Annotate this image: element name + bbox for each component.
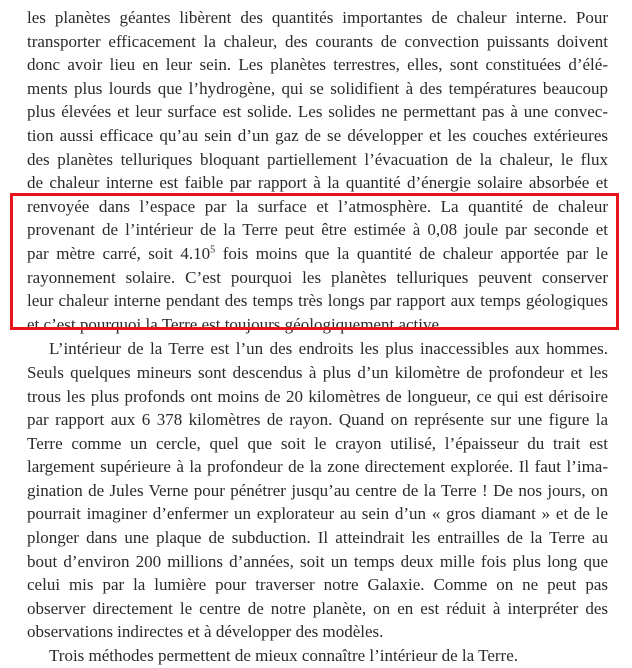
text-line: provenant de l’intérieur de la Terre peut être estimée à 0,08 joule par seconde et [27, 220, 608, 240]
paragraph-3 [27, 644, 608, 668]
text-line: bout d’environ 200 millions d’années, soit un temps deux mille fois plus long que [27, 551, 608, 571]
text-line: rayonnement solaire. C’est pourquoi les planètes telluriques peuvent conserver [27, 267, 608, 287]
text-before-exponent: par mètre carré, soit 4.10 [27, 243, 211, 263]
text-line: et c’est pourquoi la Terre est toujours géologiquement active. [27, 314, 444, 334]
text-line: pourrait imaginer d’enfermer un explorateur au sein d’un « gros diamant » et de le [27, 504, 608, 524]
text-line: Terre comme un cercle, quel que soit le crayon utilisé, l’épaisseur du trait est [27, 433, 608, 453]
text-line: les planètes géantes libèrent des quantités importantes de chaleur interne. Pour [27, 8, 608, 27]
text-line: de chaleur interne est faible par rapport à la quantité d’énergie solaire absorbée et [27, 173, 608, 193]
text-line: ments plus lourds que l’hydrogène, qui se solidifient à des températures beaucoup [27, 78, 608, 98]
text-line: des planètes telluriques bloquant partiellement l’évacuation de la chaleur, le flux [27, 149, 608, 169]
text-line: tion aussi efficace qu’au sein d’un gaz de se développer et les couches extérieures [27, 125, 608, 145]
text-after-exponent: fois moins que la quantité de chaleur apportée par le [215, 243, 608, 263]
document-page [27, 6, 608, 668]
text-line: celui mis par la lumière pour traverser notre Galaxie. Comme on ne peut pas [27, 575, 608, 595]
text-line: trous les plus profonds ont moins de 20 kilomètres de longueur, ce qui est dérisoire [27, 386, 608, 406]
text-line: Seuls quelques mineurs sont descendus à plus d’un kilomètre de profondeur et les [27, 362, 608, 382]
paragraph-2 [27, 337, 608, 644]
text-line: L’intérieur de la Terre est l’un des endroits les plus inaccessibles aux hommes. [49, 339, 608, 359]
text-line: leur chaleur interne pendant des temps très longs par rapport aux temps géologiques [27, 291, 608, 311]
text-line: observations indirectes et à développer des modèles. [27, 622, 384, 642]
text-line: renvoyée dans l’espace par la surface et l’atmosphère. La quantité de chaleur [27, 196, 608, 216]
exponent: 5 [210, 244, 216, 256]
text-line: transporter efficacement la chaleur, des courants de convection puissants doivent [27, 31, 608, 51]
text-line: gination de Jules Verne pour pénétrer jusqu’au centre de la Terre ! De nos jours, on [27, 480, 608, 500]
text-line: par rapport aux 6 378 kilomètres de rayon. Quand on représente sur une figure la [27, 410, 608, 430]
text-line: donc avoir lieu en leur sein. Les planètes terrestres, elles, sont constituées d’élé- [27, 55, 608, 75]
text-line: plonger dans une plaque de subduction. Il atteindrait les entrailles de la Terre au [27, 528, 608, 548]
text-line: Trois méthodes permettent de mieux connaître l’intérieur de la Terre. [49, 646, 518, 666]
text-line: plus élevées et leur surface est solide. Les solides ne permettant pas à une convec- [27, 102, 608, 122]
text-line: observer directement le centre de notre planète, on en est réduit à interpréter des [27, 598, 608, 618]
highlight-box [10, 193, 619, 330]
text-line: largement supérieure à la profondeur de la zone directement explorée. Il faut l’ima- [27, 457, 608, 477]
